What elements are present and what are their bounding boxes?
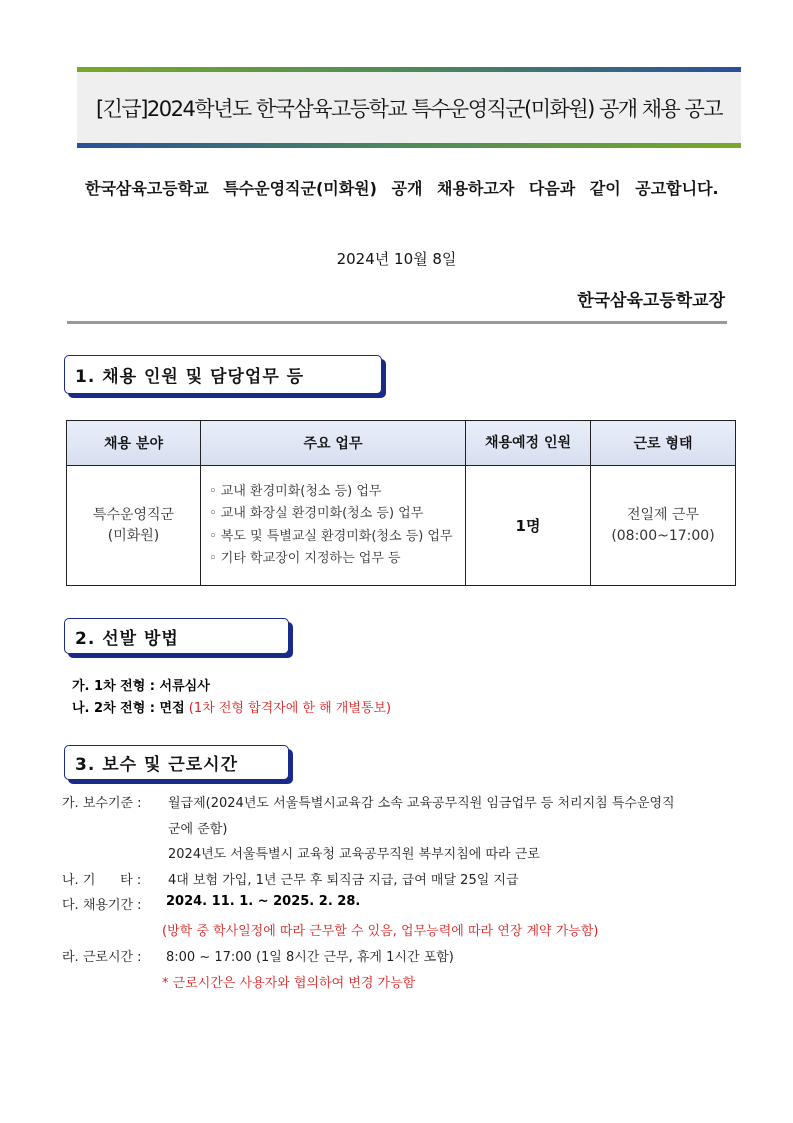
divider <box>67 321 727 324</box>
recruitment-table <box>66 420 736 586</box>
notice-date: 2024년 10월 8일 <box>336 250 457 268</box>
pay-basis-text-2: 군에 준함) <box>168 822 228 837</box>
title-bottom-bar <box>77 143 741 148</box>
task-item: ◦ 기타 학교장이 지정하는 업무 등 <box>209 551 401 566</box>
table-row <box>67 466 736 586</box>
cell-field: 특수운영직군 (미화원) <box>67 466 201 586</box>
other-label: 나. 기 타 : <box>62 873 142 888</box>
step-2-label: 나. 2차 전형 : 면접 <box>72 701 185 716</box>
signer: 한국삼육고등학교장 <box>577 291 725 311</box>
intro-text: 한국삼육고등학교 특수운영직군(미화원) 공개 채용하고자 다음과 같이 공고합니다. <box>85 179 719 198</box>
period-label: 다. 채용기간 : <box>62 898 142 913</box>
step-2-note: (1차 전형 합격자에 한 해 개별통보) <box>188 701 392 716</box>
selection-step-2 <box>72 697 391 716</box>
header-count: 채용예정 인원 <box>466 421 591 466</box>
cell-count: 1명 <box>466 466 591 586</box>
cell-tasks <box>201 466 466 586</box>
hours-note: * 근로시간은 사용자와 협의하여 변경 가능함 <box>162 976 416 991</box>
section-1-heading: 1. 채용 인원 및 담당업무 등 <box>64 355 382 394</box>
header-type: 근로 형태 <box>591 421 736 466</box>
header-field: 채용 분야 <box>67 421 201 466</box>
header-tasks: 주요 업무 <box>201 421 466 466</box>
page-title: [긴급]2024학년도 한국삼육고등학교 특수운영직군(미화원) 공개 채용 공고 <box>77 72 741 143</box>
selection-step-1: 가. 1차 전형 : 서류심사 <box>72 679 210 694</box>
section-3-heading: 3. 보수 및 근로시간 <box>64 745 289 780</box>
work-type: 전일제 근무 <box>626 506 700 523</box>
pay-basis-text-3: 2024년도 서울특별시 교육청 교육공무직원 복부지침에 따라 근로 <box>168 847 540 862</box>
period-note: (방학 중 학사일정에 따라 근무할 수 있음, 업무능력에 따라 연장 계약 가능함) <box>162 924 599 939</box>
period-text: 2024. 11. 1. ~ 2025. 2. 28. <box>166 894 361 909</box>
task-item: ◦ 교내 화장실 환경미화(청소 등) 업무 <box>209 506 424 521</box>
task-item: ◦ 교내 환경미화(청소 등) 업무 <box>209 483 382 499</box>
hours-label: 라. 근로시간 : <box>62 950 142 965</box>
hours-text: 8:00 ~ 17:00 (1일 8시간 근무, 휴게 1시간 포함) <box>166 950 454 965</box>
section-2-heading: 2. 선발 방법 <box>64 618 289 654</box>
task-item: ◦ 복도 및 특별교실 환경미화(청소 등) 업무 <box>209 528 453 544</box>
work-hours: (08:00~17:00) <box>611 527 715 544</box>
pay-basis-text: 월급제(2024년도 서울특별시교육감 소속 교육공무직원 임금업무 등 처리지침 특수운영직 <box>168 796 675 811</box>
other-text: 4대 보험 가입, 1년 근무 후 퇴직금 지급, 급여 매달 25일 지급 <box>168 873 519 888</box>
pay-basis-label: 가. 보수기준 : <box>62 796 142 811</box>
table-header-row <box>67 421 736 466</box>
cell-type <box>591 466 736 586</box>
